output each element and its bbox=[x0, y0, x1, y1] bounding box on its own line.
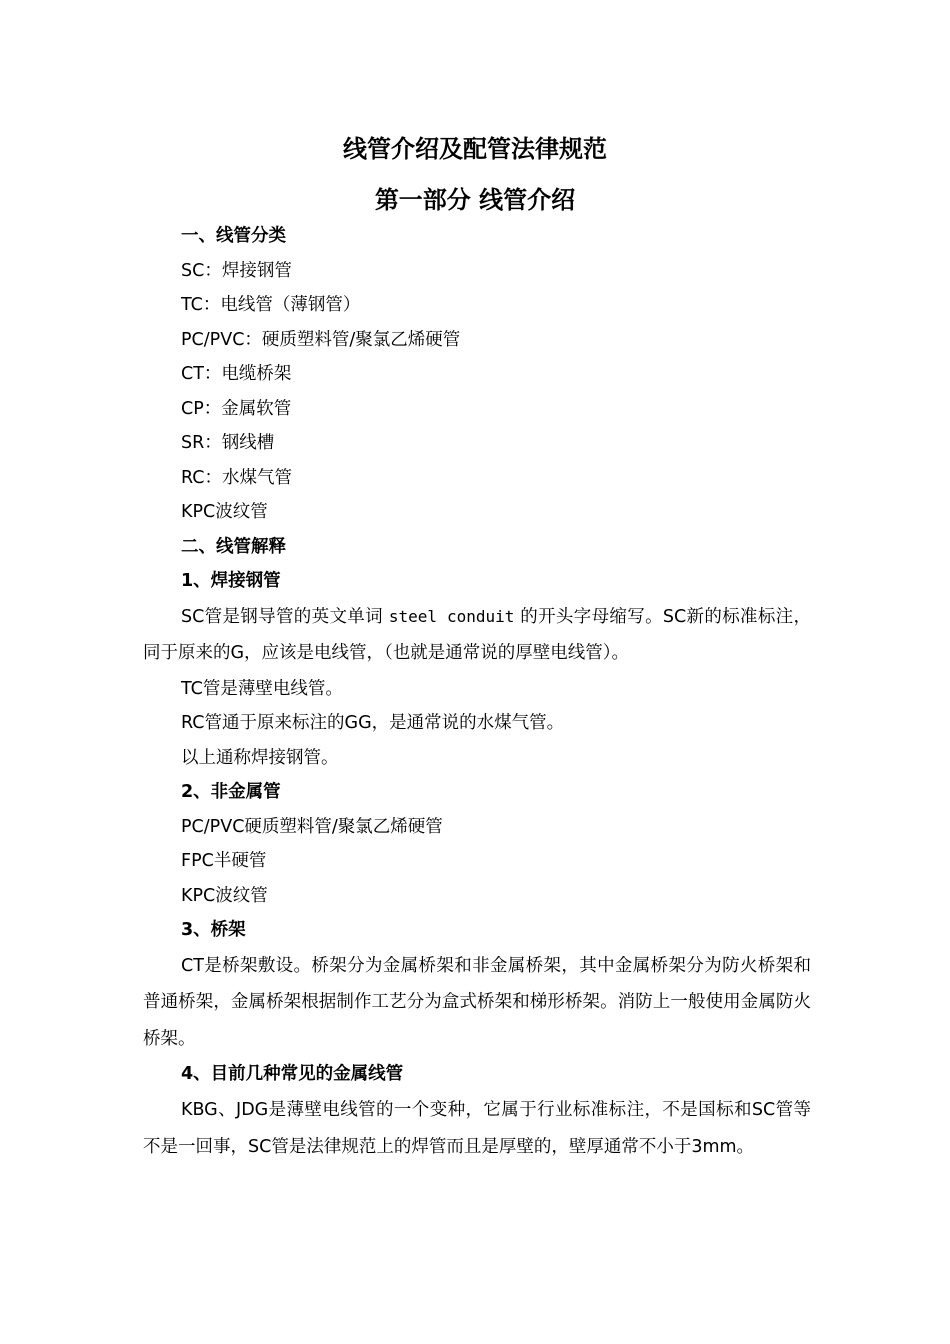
paragraph-sc-pipe bbox=[143, 599, 811, 672]
paragraph-summary: 以上通称焊接钢管。 bbox=[181, 747, 339, 768]
section-heading-classification: 一、线管分类 bbox=[181, 226, 286, 246]
list-item: RC：水煤气管 bbox=[181, 467, 293, 488]
list-item: KPC波纹管 bbox=[181, 502, 268, 522]
list-item: CP：金属软管 bbox=[181, 398, 292, 419]
english-term: steel conduit bbox=[388, 606, 515, 626]
list-item: PC/PVC硬质塑料管/聚氯乙烯硬管 bbox=[181, 816, 443, 837]
list-item: FPC半硬管 bbox=[181, 851, 267, 871]
paragraph-bridge: CT是桥架敷设。桥架分为金属桥架和非金属桥架，其中金属桥架分为防火桥架和普通桥架，金属桥架根据制作工艺分为盒式桥架和梯形桥架。消防上一般使用金属防火桥架。 bbox=[143, 955, 811, 1049]
list-item: KPC波纹管 bbox=[181, 885, 268, 906]
document-title: 线管介绍及配管法律规范 bbox=[343, 135, 607, 163]
list-item: SC：焊接钢管 bbox=[181, 260, 292, 281]
part-title: 第一部分 线管介绍 bbox=[374, 186, 576, 214]
list-item: SR：钢线槽 bbox=[181, 433, 275, 453]
section-heading-explanation: 二、线管解释 bbox=[181, 536, 286, 557]
list-item: PC/PVC：硬质塑料管/聚氯乙烯硬管 bbox=[181, 329, 461, 350]
list-item: CT：电缆桥架 bbox=[181, 364, 292, 384]
paragraph-text: SC管是钢导管的英文单词 bbox=[181, 606, 389, 627]
list-item: TC：电线管（薄钢管） bbox=[181, 295, 361, 315]
paragraph-rc-pipe: RC管通于原来标注的GG，是通常说的水煤气管。 bbox=[181, 713, 565, 733]
paragraph-tc-pipe: TC管是薄壁电线管。 bbox=[181, 678, 343, 699]
document-body bbox=[143, 219, 811, 1166]
subsection-heading-metal-conduits: 4、目前几种常见的金属线管 bbox=[181, 1064, 404, 1084]
paragraph-kbg-jdg: KBG、JDG是薄壁电线管的一个变种，它属于行业标准标注，不是国标和SC管等不是一回事，SC管是法律规范上的焊管而且是厚壁的，壁厚通常不小于3mm。 bbox=[143, 1099, 811, 1157]
subsection-heading-nonmetal: 2、非金属管 bbox=[181, 782, 281, 802]
subsection-heading-bridge: 3、桥架 bbox=[181, 920, 246, 940]
subsection-heading-welded-pipe: 1、焊接钢管 bbox=[181, 571, 281, 591]
paragraph-text: 的开头字母缩写。SC新的标准标注，同于原来的G，应该是电线管，（也就是通常说的厚壁电线管）。 bbox=[143, 606, 812, 663]
